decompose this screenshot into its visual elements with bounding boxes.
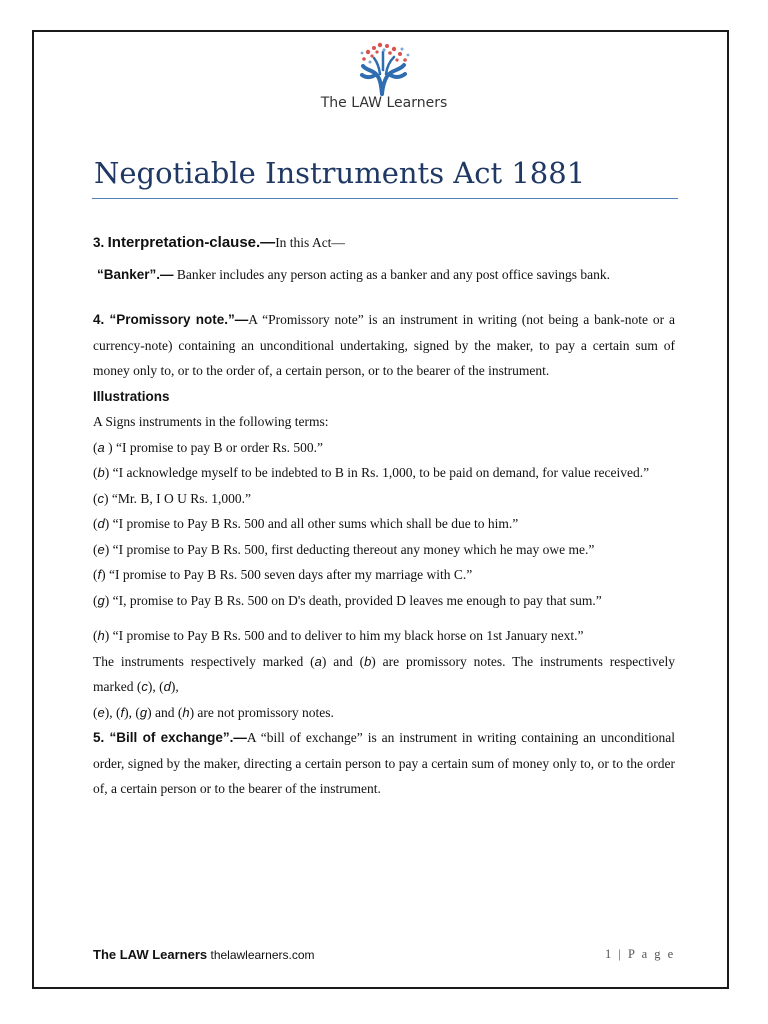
illustrations-conclusion [93, 649, 675, 700]
page-number [605, 947, 675, 962]
conclusion-text: ) and ( [321, 653, 365, 669]
item-close: ) [104, 628, 110, 643]
item-letter: g [97, 592, 105, 608]
section-4 [93, 307, 675, 384]
item-text: “I promise to Pay B Rs. 500 and all other sums which shall be due to him.” [109, 516, 519, 531]
item-close: ) [104, 592, 110, 608]
item-open: ( [93, 567, 98, 582]
illustrations-intro: A Signs instruments in the following terms: [93, 414, 329, 429]
section-5-text: A “bill of exchange” is an instrument in writing containing an unconditional order, signed by the maker, directing a certain person to pay a certain sum of money only to, or to the order of, a certain person or to the bearer of the instrument. [93, 730, 675, 796]
banker-term: “Banker”.— [97, 266, 174, 282]
illustration-item [93, 511, 675, 537]
document-title: Negotiable Instruments Act 1881 [94, 156, 586, 190]
conclusion-text: ), ( [124, 704, 140, 720]
conclusion-letter: d [163, 679, 171, 694]
item-letter: d [97, 516, 105, 531]
section-3-intro: In this Act— [275, 235, 345, 250]
item-close: ) [104, 439, 113, 455]
item-open: ( [93, 439, 98, 455]
illustration-item [93, 588, 675, 614]
conclusion-letter: g [139, 704, 148, 720]
illustration-item [93, 460, 675, 486]
illustrations-conclusion-2 [93, 700, 675, 726]
item-text: “I promise to pay B or order Rs. 500.” [112, 439, 323, 455]
banker-definition [93, 262, 675, 288]
conclusion-letter: h [182, 704, 190, 720]
page-number-label: | P a g e [618, 947, 676, 961]
item-letter: b [97, 465, 105, 480]
illustrations-heading-text: Illustrations [93, 388, 170, 404]
section-5-heading: 5. “Bill of exchange”.— [93, 730, 247, 745]
item-open: ( [93, 516, 98, 531]
footer-site: thelawlearners.com [210, 948, 315, 962]
page-number-value: 1 [605, 947, 614, 961]
conclusion-text: The instruments respectively marked ( [93, 653, 315, 669]
illustrations-heading [93, 384, 675, 410]
item-text: “I, promise to Pay B Rs. 500 on D's death, provided D leaves me enough to pay that sum.” [109, 592, 602, 608]
item-close: ) [101, 567, 106, 582]
section-3 [93, 230, 675, 256]
item-text: “I promise to Pay B Rs. 500, first deducting thereout any money which he may owe me.” [109, 541, 595, 557]
section-5 [93, 725, 675, 802]
conclusion-letter: b [364, 653, 372, 669]
conclusion-text: ( [93, 704, 98, 720]
document-body [93, 230, 675, 802]
conclusion-text: ) are not promissory notes. [189, 704, 334, 720]
item-close: ) [104, 541, 110, 557]
section-3-heading: Interpretation-clause.— [107, 234, 276, 251]
item-text: “I acknowledge myself to be indebted to B in Rs. 1,000, to be paid on demand, for value received.” [109, 465, 650, 480]
item-text: “Mr. B, I O U Rs. 1,000.” [108, 490, 251, 506]
item-text: “I promise to Pay B Rs. 500 and to deliver to him my black horse on 1st January next.” [109, 628, 584, 643]
conclusion-text: ), ( [104, 704, 121, 720]
illustration-item [93, 537, 675, 563]
item-letter: e [97, 541, 105, 557]
item-open: ( [93, 592, 98, 608]
illustration-item [93, 486, 675, 512]
section-4-heading: 4. “Promissory note.”— [93, 312, 249, 327]
footer-brand-name: The LAW Learners [93, 947, 208, 962]
conclusion-text: ) and ( [147, 704, 183, 720]
item-letter: h [97, 628, 105, 643]
item-letter: f [97, 567, 102, 582]
item-open: ( [93, 490, 98, 506]
conclusion-letter: a [314, 653, 322, 669]
conclusion-text: ), ( [147, 679, 164, 694]
conclusion-letter: c [141, 679, 148, 694]
item-letter: a [97, 439, 105, 455]
illustration-item [93, 562, 675, 588]
conclusion-text: ) are promissory notes. The instruments respectively marked ( [93, 653, 676, 694]
conclusion-letter: f [120, 704, 125, 720]
section-4-text: A “Promissory note” is an instrument in writing (not being a bank-note or a currency-note) containing an unconditional undertaking, signed by the maker, to pay a certain sum of money only to, or to the order of, a certain person, or to the bearer of the instrument. [93, 312, 675, 378]
item-open: ( [93, 628, 98, 643]
logo-text: The LAW Learners [320, 95, 448, 111]
banker-text: Banker includes any person acting as a banker and any post office savings bank. [173, 266, 611, 282]
illustration-item [93, 435, 675, 461]
item-close: ) [104, 490, 109, 506]
item-open: ( [93, 541, 98, 557]
item-open: ( [93, 465, 98, 480]
section-3-number: 3. [93, 235, 105, 250]
illustration-item [93, 623, 675, 649]
item-text: “I promise to Pay B Rs. 500 seven days after my marriage with C.” [105, 567, 473, 582]
item-close: ) [104, 516, 110, 531]
conclusion-text: ), [170, 679, 179, 694]
conclusion-letter: e [97, 704, 105, 720]
footer-brand [93, 947, 315, 962]
tree-hands-logo-icon [350, 40, 418, 96]
item-letter: c [97, 490, 104, 506]
logo [318, 40, 450, 116]
title-divider [92, 198, 678, 199]
item-close: ) [104, 465, 110, 480]
